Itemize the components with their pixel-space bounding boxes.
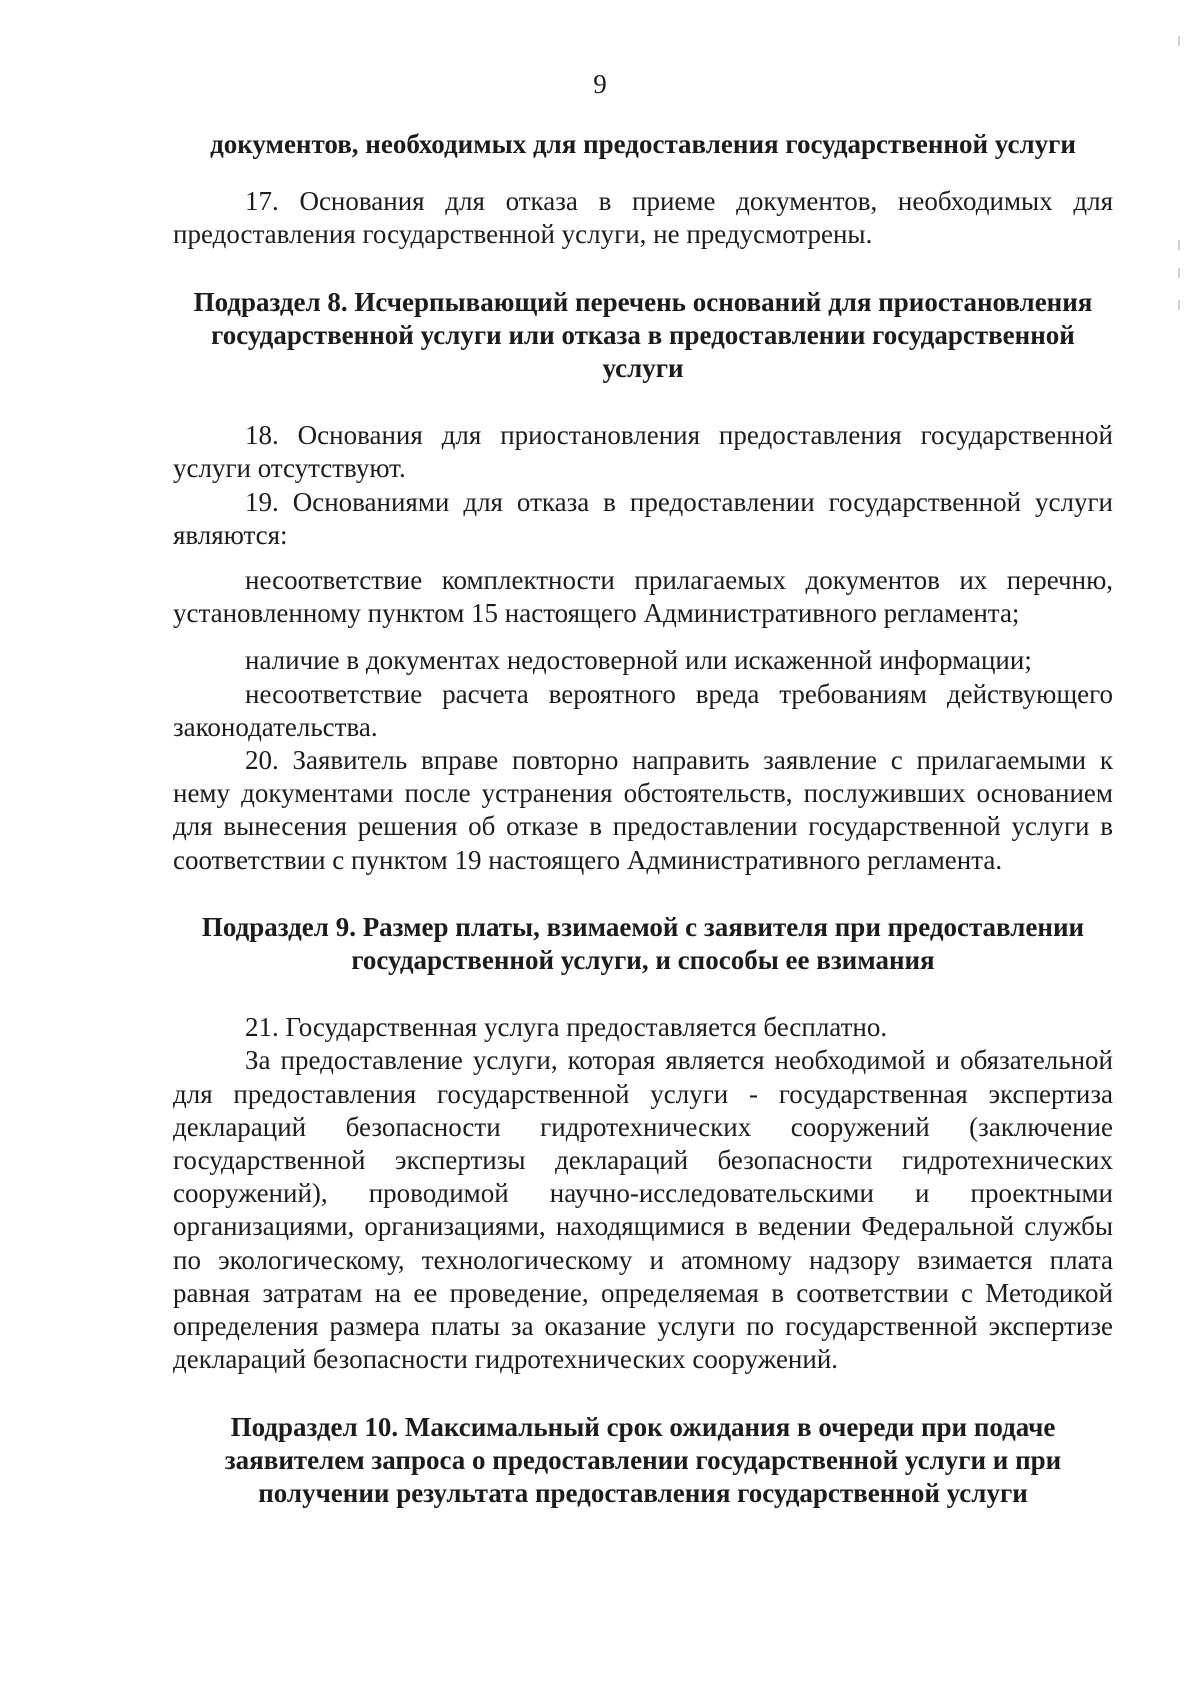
- document-body: [173, 128, 1113, 1510]
- spacer: [173, 252, 1113, 286]
- scan-margin-mark: [1178, 36, 1180, 46]
- paragraph-18: 18. Основания для приостановления предоставления государственной услуги отсутствуют.: [173, 420, 1113, 484]
- spacer: [173, 877, 1113, 911]
- spacer: [173, 630, 1113, 644]
- subsection-10-heading: Подраздел 10. Максимальный срок ожидания в очереди при подаче заявителем запроса о предоставлении государственной услуги и при получении результата предоставления государственной услуги: [224, 1411, 1062, 1508]
- section-heading-continued: документов, необходимых для предоставления государственной услуги: [210, 129, 1076, 159]
- scan-margin-mark: [1178, 240, 1180, 250]
- spacer: [173, 385, 1113, 419]
- spacer: [173, 977, 1113, 1011]
- subsection-9-heading: Подраздел 9. Размер платы, взимаемой с заявителя при предоставлении государственной услуги, и способы ее взимания: [201, 911, 1085, 976]
- scan-margin-mark: [1178, 268, 1180, 278]
- paragraph-19: 19. Основаниями для отказа в предоставлении государственной услуги являются:: [173, 486, 1113, 550]
- paragraph-19-item-3: несоответствие расчета вероятного вреда требованиям действующего законодательства.: [173, 678, 1113, 742]
- paragraph-19-item-2: наличие в документах недостоверной или искаженной информации;: [245, 645, 1032, 676]
- paragraph-21: 21. Государственная услуга предоставляется бесплатно.: [245, 1012, 888, 1043]
- spacer: [173, 161, 1113, 185]
- spacer: [173, 1377, 1113, 1411]
- subsection-8-heading: Подраздел 8. Исчерпывающий перечень оснований для приостановления государственной услуги или отказа в предоставлении государственной услуги: [193, 286, 1093, 384]
- spacer: [173, 552, 1113, 564]
- scan-margin-mark: [1178, 300, 1180, 310]
- paragraph-20: 20. Заявитель вправе повторно направить заявление с прилагаемыми к нему документами после устранения обстоятельств, послуживших основанием для вынесения решения об отказе в предоставлении государственной услуги в соответствии с пунктом 19 настоящего Административного регламента.: [173, 745, 1113, 875]
- paragraph-17: 17. Основания для отказа в приеме документов, необходимых для предоставления государственной услуги, не предусмотрены.: [173, 186, 1113, 250]
- paragraph-21-continuation: За предоставление услуги, которая является необходимой и обязательной для предоставления государственной услуги - государственная экспертиза деклараций безопасности гидротехнических сооружений (заключение государственной экспертизы деклараций безопасности гидротехнических сооружений), проводимой научно-исследовательскими и проектными организациями, организациями, находящимися в ведении Федеральной службы по экологическому, технологическому и атомному надзору взимается плата равная затратам на ее проведение, определяемая в соответствии с Методикой определения размера платы за оказание услуги по государственной экспертизе деклараций безопасности гидротехнических сооружений.: [173, 1045, 1113, 1375]
- paragraph-19-item-1: несоответствие комплектности прилагаемых документов их перечню, установленному пунктом 15 настоящего Административного регламента;: [173, 565, 1113, 629]
- page-number: 9: [593, 69, 607, 99]
